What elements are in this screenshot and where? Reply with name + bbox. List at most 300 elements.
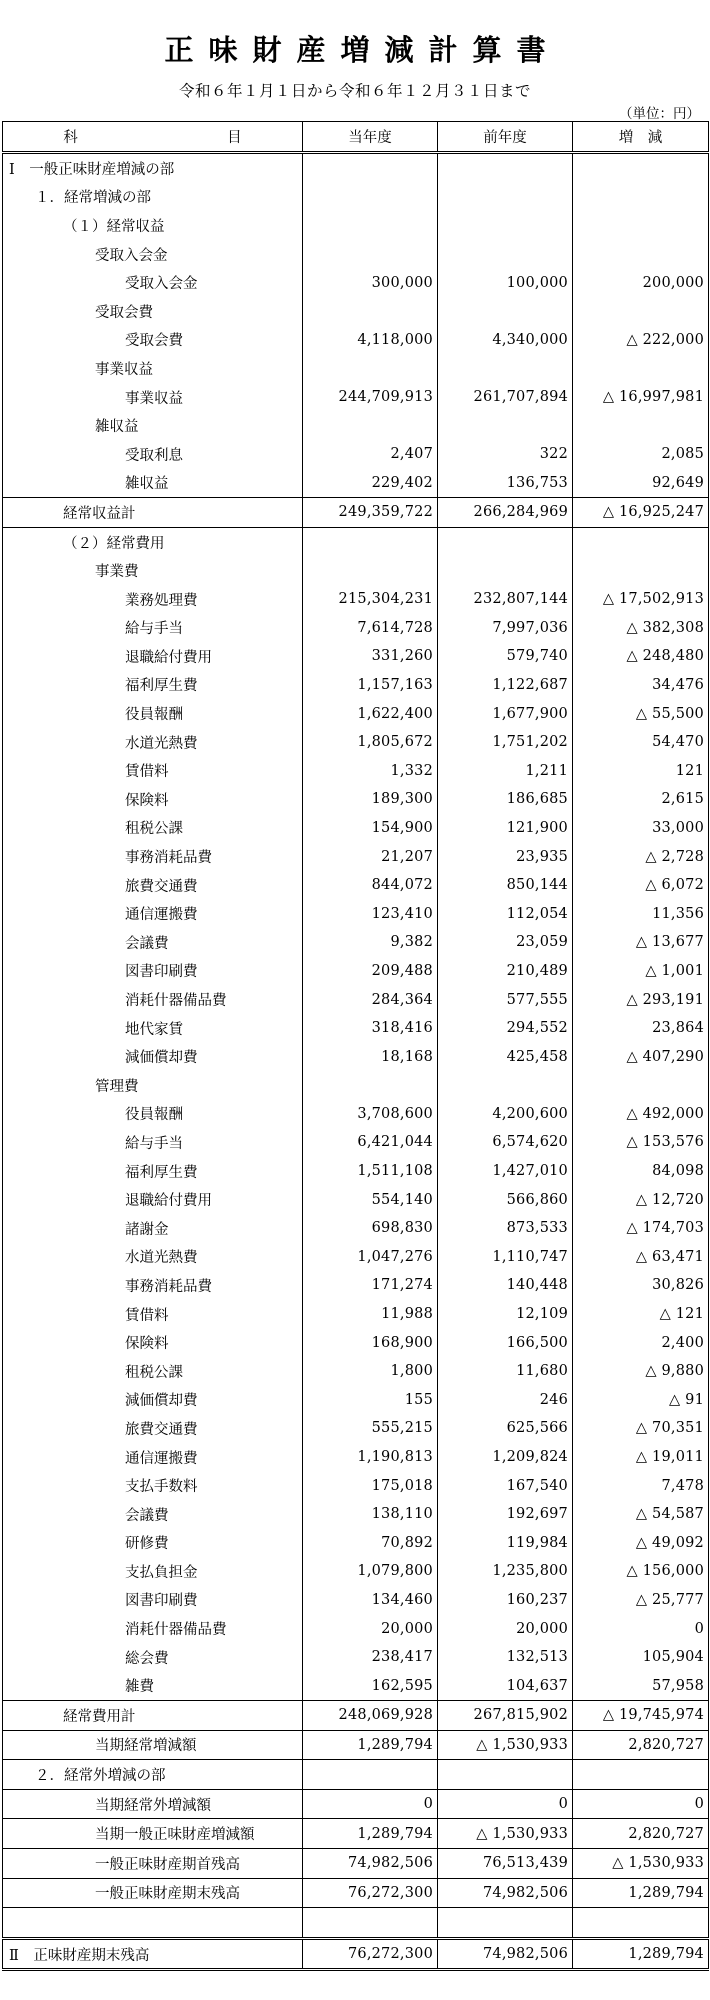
previous-value: [438, 527, 573, 556]
change-value: △ 492,000: [573, 1100, 709, 1129]
current-value: 171,274: [303, 1271, 438, 1300]
row-label: 業務処理費: [3, 585, 303, 614]
row-label: 給与手当: [3, 1128, 303, 1157]
table-row: [3, 1760, 709, 1790]
current-value: [303, 240, 438, 269]
previous-value: [438, 556, 573, 585]
row-label: （２）経常費用: [3, 527, 303, 556]
row-label: 福利厚生費: [3, 1157, 303, 1186]
current-value: 209,488: [303, 957, 438, 986]
current-value: 555,215: [303, 1414, 438, 1443]
previous-value: 100,000: [438, 268, 573, 297]
table-row: [3, 1471, 709, 1500]
change-value: △ 55,500: [573, 699, 709, 728]
row-label: 一般正味財産期首残高: [3, 1849, 303, 1879]
change-value: △ 382,308: [573, 614, 709, 643]
row-label: 事業収益: [3, 383, 303, 412]
change-value: △ 174,703: [573, 1214, 709, 1243]
current-value: 698,830: [303, 1214, 438, 1243]
previous-value: 1,209,824: [438, 1443, 573, 1472]
table-row: [3, 1849, 709, 1879]
table-row: [3, 1214, 709, 1243]
current-value: 1,289,794: [303, 1730, 438, 1760]
current-value: 18,168: [303, 1042, 438, 1071]
table-row: [3, 1557, 709, 1586]
unit-label: （単位：円）: [619, 106, 700, 122]
table-row: [3, 297, 709, 326]
row-label: 旅費交通費: [3, 871, 303, 900]
row-label: 受取会費: [3, 297, 303, 326]
previous-value: 0: [438, 1789, 573, 1819]
previous-value: 23,935: [438, 842, 573, 871]
current-value: 6,421,044: [303, 1128, 438, 1157]
table-row: [3, 1529, 709, 1558]
previous-value: 4,200,600: [438, 1100, 573, 1129]
table-row: [3, 1100, 709, 1129]
table-row: [3, 614, 709, 643]
previous-value: 74,982,506: [438, 1938, 573, 1970]
current-value: 844,072: [303, 871, 438, 900]
change-value: 200,000: [573, 268, 709, 297]
row-label: 支払負担金: [3, 1557, 303, 1586]
previous-value: 246: [438, 1386, 573, 1415]
table-row: [3, 1878, 709, 1908]
table-row: [3, 440, 709, 469]
previous-value: [438, 153, 573, 183]
row-label: 受取会費: [3, 326, 303, 355]
row-label: 役員報酬: [3, 1100, 303, 1129]
statement-table: [2, 121, 709, 1971]
previous-value: 76,513,439: [438, 1849, 573, 1879]
current-value: 4,118,000: [303, 326, 438, 355]
change-value: [573, 211, 709, 240]
previous-value: 121,900: [438, 814, 573, 843]
row-label: 図書印刷費: [3, 957, 303, 986]
previous-value: 4,340,000: [438, 326, 573, 355]
previous-value: △ 1,530,933: [438, 1819, 573, 1849]
previous-value: [438, 411, 573, 440]
change-value: [573, 153, 709, 183]
table-row: [3, 1071, 709, 1100]
change-value: 2,615: [573, 785, 709, 814]
table-row: [3, 383, 709, 412]
current-value: 9,382: [303, 928, 438, 957]
current-value: 138,110: [303, 1500, 438, 1529]
previous-value: 566,860: [438, 1185, 573, 1214]
change-value: △ 1,530,933: [573, 1849, 709, 1879]
table-row: [3, 1701, 709, 1731]
change-value: 2,820,727: [573, 1819, 709, 1849]
statement-body: [3, 153, 709, 1970]
previous-value: [438, 1908, 573, 1939]
current-value: 20,000: [303, 1614, 438, 1643]
row-label: 減価償却費: [3, 1042, 303, 1071]
current-value: 229,402: [303, 469, 438, 498]
current-value: [303, 527, 438, 556]
table-row: [3, 699, 709, 728]
change-value: 2,400: [573, 1328, 709, 1357]
change-value: △ 17,502,913: [573, 585, 709, 614]
current-value: 554,140: [303, 1185, 438, 1214]
current-value: [303, 153, 438, 183]
header-item-b: 目: [227, 130, 242, 146]
previous-value: 261,707,894: [438, 383, 573, 412]
current-value: 123,410: [303, 899, 438, 928]
change-value: △ 12,720: [573, 1185, 709, 1214]
row-label: 水道光熱費: [3, 728, 303, 757]
table-row: [3, 585, 709, 614]
change-value: 2,085: [573, 440, 709, 469]
table-row: [3, 1157, 709, 1186]
table-row: [3, 728, 709, 757]
previous-value: 132,513: [438, 1643, 573, 1672]
table-row: [3, 842, 709, 871]
row-label: 消耗什器備品費: [3, 1614, 303, 1643]
previous-value: 266,284,969: [438, 498, 573, 528]
header-change: 増 減: [573, 122, 709, 153]
row-label: 事務消耗品費: [3, 842, 303, 871]
change-value: [573, 1071, 709, 1100]
current-value: [303, 411, 438, 440]
current-value: 2,407: [303, 440, 438, 469]
row-label: 地代家賃: [3, 1014, 303, 1043]
current-value: 1,800: [303, 1357, 438, 1386]
previous-value: 192,697: [438, 1500, 573, 1529]
current-value: [303, 183, 438, 212]
change-value: [573, 1908, 709, 1939]
current-value: [303, 1760, 438, 1790]
table-row: [3, 153, 709, 183]
change-value: 23,864: [573, 1014, 709, 1043]
row-label: 事業収益: [3, 354, 303, 383]
previous-value: 873,533: [438, 1214, 573, 1243]
table-row: [3, 411, 709, 440]
previous-value: [438, 354, 573, 383]
change-value: 1,289,794: [573, 1938, 709, 1970]
table-row: [3, 268, 709, 297]
row-label: 経常収益計: [3, 498, 303, 528]
table-row: [3, 1042, 709, 1071]
table-row: [3, 871, 709, 900]
table-row: [3, 785, 709, 814]
current-value: 318,416: [303, 1014, 438, 1043]
table-row: [3, 928, 709, 957]
table-row: [3, 1908, 709, 1939]
row-label: 図書印刷費: [3, 1586, 303, 1615]
table-row: [3, 240, 709, 269]
header-item-a: 科: [63, 130, 78, 146]
row-label: ２．経常外増減の部: [3, 1760, 303, 1790]
table-row: [3, 527, 709, 556]
current-value: 284,364: [303, 985, 438, 1014]
previous-value: [438, 240, 573, 269]
current-value: 238,417: [303, 1643, 438, 1672]
table-row: [3, 1357, 709, 1386]
current-value: [303, 354, 438, 383]
table-row: [3, 354, 709, 383]
table-row: [3, 326, 709, 355]
table-row: [3, 1386, 709, 1415]
previous-value: 140,448: [438, 1271, 573, 1300]
change-value: △ 9,880: [573, 1357, 709, 1386]
row-label: 退職給付費用: [3, 1185, 303, 1214]
change-value: △ 70,351: [573, 1414, 709, 1443]
row-label: Ⅱ 正味財産期末残高: [3, 1938, 303, 1970]
previous-value: △ 1,530,933: [438, 1730, 573, 1760]
current-value: 74,982,506: [303, 1849, 438, 1879]
previous-value: 625,566: [438, 1414, 573, 1443]
row-label: 通信運搬費: [3, 1443, 303, 1472]
previous-value: 577,555: [438, 985, 573, 1014]
current-value: 1,190,813: [303, 1443, 438, 1472]
change-value: [573, 556, 709, 585]
row-label: 雑収益: [3, 411, 303, 440]
row-label: 保険料: [3, 785, 303, 814]
previous-value: 12,109: [438, 1300, 573, 1329]
previous-value: [438, 1071, 573, 1100]
current-value: 249,359,722: [303, 498, 438, 528]
change-value: 2,820,727: [573, 1730, 709, 1760]
table-row: [3, 1300, 709, 1329]
row-label: 租税公課: [3, 814, 303, 843]
row-label: 会議費: [3, 928, 303, 957]
change-value: [573, 297, 709, 326]
row-label: 当期経常外増減額: [3, 1789, 303, 1819]
table-row: [3, 1271, 709, 1300]
change-value: 11,356: [573, 899, 709, 928]
previous-value: 112,054: [438, 899, 573, 928]
table-row: [3, 1243, 709, 1272]
row-label: 通信運搬費: [3, 899, 303, 928]
table-row: [3, 985, 709, 1014]
change-value: △ 54,587: [573, 1500, 709, 1529]
row-label: （１）経常収益: [3, 211, 303, 240]
row-label: １．経常増減の部: [3, 183, 303, 212]
previous-value: [438, 211, 573, 240]
change-value: △ 49,092: [573, 1529, 709, 1558]
previous-value: 160,237: [438, 1586, 573, 1615]
previous-value: [438, 183, 573, 212]
change-value: △ 156,000: [573, 1557, 709, 1586]
table-row: [3, 556, 709, 585]
current-value: 3,708,600: [303, 1100, 438, 1129]
change-value: △ 16,997,981: [573, 383, 709, 412]
current-value: 1,079,800: [303, 1557, 438, 1586]
change-value: [573, 1760, 709, 1790]
previous-value: [438, 297, 573, 326]
table-row: [3, 1789, 709, 1819]
row-label: 消耗什器備品費: [3, 985, 303, 1014]
current-value: 76,272,300: [303, 1938, 438, 1970]
current-value: 189,300: [303, 785, 438, 814]
row-label: 受取入会金: [3, 268, 303, 297]
current-value: 76,272,300: [303, 1878, 438, 1908]
change-value: 57,958: [573, 1671, 709, 1700]
previous-value: 232,807,144: [438, 585, 573, 614]
current-value: 1,289,794: [303, 1819, 438, 1849]
previous-value: 74,982,506: [438, 1878, 573, 1908]
document-title: 正味財産増減計算書: [164, 33, 561, 67]
table-row: [3, 1586, 709, 1615]
change-value: 7,478: [573, 1471, 709, 1500]
change-value: 92,649: [573, 469, 709, 498]
row-label: 保険料: [3, 1328, 303, 1357]
table-row: [3, 498, 709, 528]
current-value: 1,511,108: [303, 1157, 438, 1186]
previous-value: 294,552: [438, 1014, 573, 1043]
change-value: △ 91: [573, 1386, 709, 1415]
row-label: 雑収益: [3, 469, 303, 498]
previous-value: 6,574,620: [438, 1128, 573, 1157]
row-label: 事業費: [3, 556, 303, 585]
previous-value: 23,059: [438, 928, 573, 957]
row-label: 当期一般正味財産増減額: [3, 1819, 303, 1849]
change-value: △ 25,777: [573, 1586, 709, 1615]
table-row: [3, 1730, 709, 1760]
row-label: 研修費: [3, 1529, 303, 1558]
row-label: 退職給付費用: [3, 642, 303, 671]
current-value: 1,157,163: [303, 671, 438, 700]
row-label: 支払手数料: [3, 1471, 303, 1500]
row-label: 会議費: [3, 1500, 303, 1529]
change-value: △ 248,480: [573, 642, 709, 671]
row-label: 賃借料: [3, 756, 303, 785]
current-value: [303, 1071, 438, 1100]
current-value: 70,892: [303, 1529, 438, 1558]
current-value: 331,260: [303, 642, 438, 671]
change-value: [573, 527, 709, 556]
change-value: [573, 240, 709, 269]
current-value: 175,018: [303, 1471, 438, 1500]
previous-value: 1,751,202: [438, 728, 573, 757]
change-value: 84,098: [573, 1157, 709, 1186]
table-row: [3, 671, 709, 700]
current-value: 1,622,400: [303, 699, 438, 728]
change-value: △ 63,471: [573, 1243, 709, 1272]
previous-value: 20,000: [438, 1614, 573, 1643]
header-current: 当年度: [303, 122, 438, 153]
change-value: △ 13,677: [573, 928, 709, 957]
row-label: 事務消耗品費: [3, 1271, 303, 1300]
previous-value: 166,500: [438, 1328, 573, 1357]
table-row: [3, 957, 709, 986]
change-value: △ 293,191: [573, 985, 709, 1014]
current-value: 162,595: [303, 1671, 438, 1700]
current-value: [303, 556, 438, 585]
table-row: [3, 1614, 709, 1643]
change-value: △ 19,745,974: [573, 1701, 709, 1731]
row-label: 水道光熱費: [3, 1243, 303, 1272]
previous-value: 1,235,800: [438, 1557, 573, 1586]
row-label: 総会費: [3, 1643, 303, 1672]
table-row: [3, 899, 709, 928]
previous-value: 186,685: [438, 785, 573, 814]
previous-value: 1,427,010: [438, 1157, 573, 1186]
current-value: [303, 297, 438, 326]
row-label: 経常費用計: [3, 1701, 303, 1731]
current-value: [303, 1908, 438, 1939]
change-value: [573, 411, 709, 440]
current-value: 1,805,672: [303, 728, 438, 757]
change-value: △ 19,011: [573, 1443, 709, 1472]
change-value: 121: [573, 756, 709, 785]
change-value: △ 153,576: [573, 1128, 709, 1157]
current-value: 248,069,928: [303, 1701, 438, 1731]
row-label: 管理費: [3, 1071, 303, 1100]
current-value: 7,614,728: [303, 614, 438, 643]
change-value: 54,470: [573, 728, 709, 757]
previous-value: 267,815,902: [438, 1701, 573, 1731]
row-label: 租税公課: [3, 1357, 303, 1386]
previous-value: [438, 1760, 573, 1790]
previous-value: 104,637: [438, 1671, 573, 1700]
row-label: 役員報酬: [3, 699, 303, 728]
current-value: 215,304,231: [303, 585, 438, 614]
change-value: 30,826: [573, 1271, 709, 1300]
table-row: [3, 1414, 709, 1443]
previous-value: 322: [438, 440, 573, 469]
header-previous: 前年度: [438, 122, 573, 153]
table-row: [3, 1643, 709, 1672]
current-value: 154,900: [303, 814, 438, 843]
table-row: [3, 469, 709, 498]
previous-value: 210,489: [438, 957, 573, 986]
table-row: [3, 1328, 709, 1357]
change-value: △ 1,001: [573, 957, 709, 986]
table-row: [3, 1443, 709, 1472]
current-value: 21,207: [303, 842, 438, 871]
table-row: [3, 211, 709, 240]
previous-value: 1,122,687: [438, 671, 573, 700]
previous-value: 136,753: [438, 469, 573, 498]
change-value: △ 121: [573, 1300, 709, 1329]
previous-value: 11,680: [438, 1357, 573, 1386]
current-value: 244,709,913: [303, 383, 438, 412]
table-row: [3, 1671, 709, 1700]
previous-value: 1,677,900: [438, 699, 573, 728]
change-value: △ 407,290: [573, 1042, 709, 1071]
table-row: [3, 1128, 709, 1157]
current-value: 155: [303, 1386, 438, 1415]
row-label: 福利厚生費: [3, 671, 303, 700]
row-label: 雑費: [3, 1671, 303, 1700]
row-label: 一般正味財産期末残高: [3, 1878, 303, 1908]
previous-value: 167,540: [438, 1471, 573, 1500]
current-value: [303, 211, 438, 240]
previous-value: 579,740: [438, 642, 573, 671]
change-value: 33,000: [573, 814, 709, 843]
period-subtitle: 令和６年１月１日から令和６年１２月３１日まで: [178, 82, 531, 100]
table-row: [3, 1185, 709, 1214]
header-row: [3, 122, 709, 153]
row-label: 旅費交通費: [3, 1414, 303, 1443]
row-label: 受取利息: [3, 440, 303, 469]
row-label: Ⅰ 一般正味財産増減の部: [3, 153, 303, 183]
previous-value: 1,110,747: [438, 1243, 573, 1272]
current-value: 1,332: [303, 756, 438, 785]
change-value: 34,476: [573, 671, 709, 700]
table-row: [3, 756, 709, 785]
previous-value: 1,211: [438, 756, 573, 785]
previous-value: 119,984: [438, 1529, 573, 1558]
table-row: [3, 1014, 709, 1043]
current-value: 0: [303, 1789, 438, 1819]
row-label: 給与手当: [3, 614, 303, 643]
current-value: 300,000: [303, 268, 438, 297]
row-label: 減価償却費: [3, 1386, 303, 1415]
change-value: [573, 183, 709, 212]
current-value: 168,900: [303, 1328, 438, 1357]
